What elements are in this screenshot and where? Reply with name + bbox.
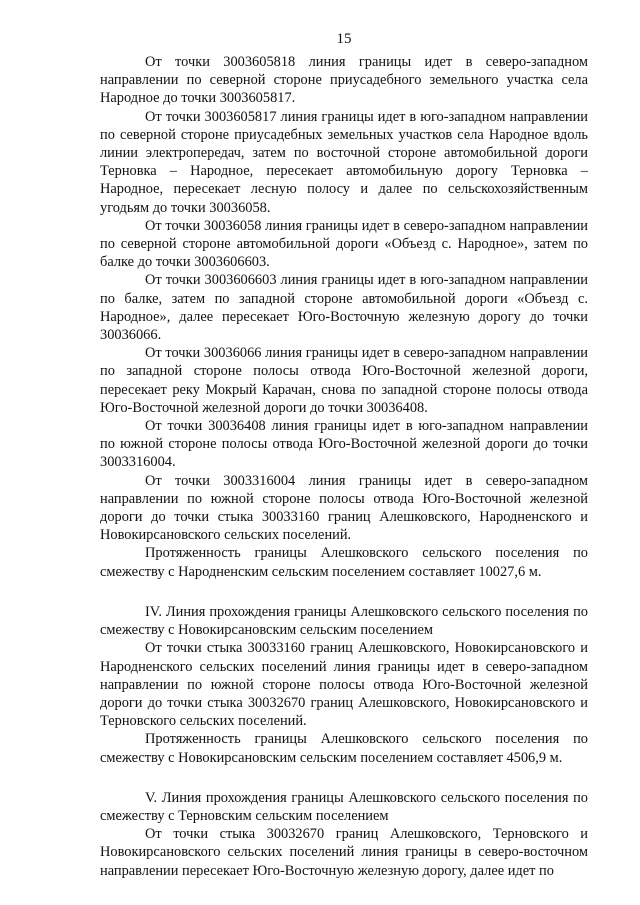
paragraph: От точки 30036066 линия границы идет в северо-западном направлении по западной стороне полосы отвода Юго-Восточной железной дороги, пересекает реку Мокрый Карачан, снова по западной стороне полосы отвода Юго-Восточной железной дороги до точки 30036408. [100,345,588,416]
document-body [100,53,588,880]
section-heading: V. Линия прохождения границы Алешковского сельского поселения по смежеству с Терновским сельским поселением [100,789,588,824]
paragraph: От точки 3003605817 линия границы идет в юго-западном направлении по северной стороне приусадебных земельных участков села Народное вдоль линии электропередач, затем по восточной стороне автомобильной дороги Терновка – Народное, пересекает автомобильную дорогу Терновка – Народное, пересекает лесную полосу и далее по сельскохозяйственным угодьям до точки 30036058. [100,108,588,216]
paragraph: Протяженность границы Алешковского сельского поселения по смежеству с Новокирсановским сельским поселением составляет 4506,9 м. [100,731,588,766]
spacer [100,767,588,789]
paragraph: От точки стыка 30032670 границ Алешковского, Терновского и Новокирсановского сельских поселений линия границы в северо-восточном направлении пересекает Юго-Восточную железную дорогу, далее идет по [100,826,588,879]
paragraph: От точки 30036408 линия границы идет в юго-западном направлении по южной стороне полосы отвода Юго-Восточной железной дороги до точки 3003316004. [100,418,588,471]
section-heading: IV. Линия прохождения границы Алешковского сельского поселения по смежеству с Новокирсановским сельским поселением [100,603,588,639]
paragraph: От точки 3003606603 линия границы идет в юго-западном направлении по балке, затем по западной стороне автомобильной дороги «Объезд с. Народное», далее пересекает Юго-Восточную железную дорогу до точки 30036066. [100,272,588,344]
paragraph: От точки стыка 30033160 границ Алешковского, Новокирсановского и Народненского сельских поселений линия границы идет в северо-западном направлении по южной стороне полосы отвода Юго-Восточной железной дороги до точки стыка 30032670 границ Алешковского, Новокирсановского и Терновского сельских поселений. [100,640,588,730]
spacer [100,581,588,603]
paragraph: Протяженность границы Алешковского сельского поселения по смежеству с Народненским сельским поселением составляет 10027,6 м. [100,545,588,580]
paragraph: От точки 3003316004 линия границы идет в северо-западном направлении по южной стороне полосы отвода Юго-Восточной железной дороги до точки стыка 30033160 границ Алешковского, Народненского и Новокирсановского сельских поселений. [100,472,588,544]
paragraph: От точки 30036058 линия границы идет в северо-западном направлении по северной стороне автомобильной дороги «Объезд с. Народное», затем по балке до точки 3003606603. [100,217,588,271]
page-number: 15 [336,31,352,47]
paragraph: От точки 3003605818 линия границы идет в северо-западном направлении по северной стороне приусадебного земельного участка села Народное до точки 3003605817. [100,54,588,107]
